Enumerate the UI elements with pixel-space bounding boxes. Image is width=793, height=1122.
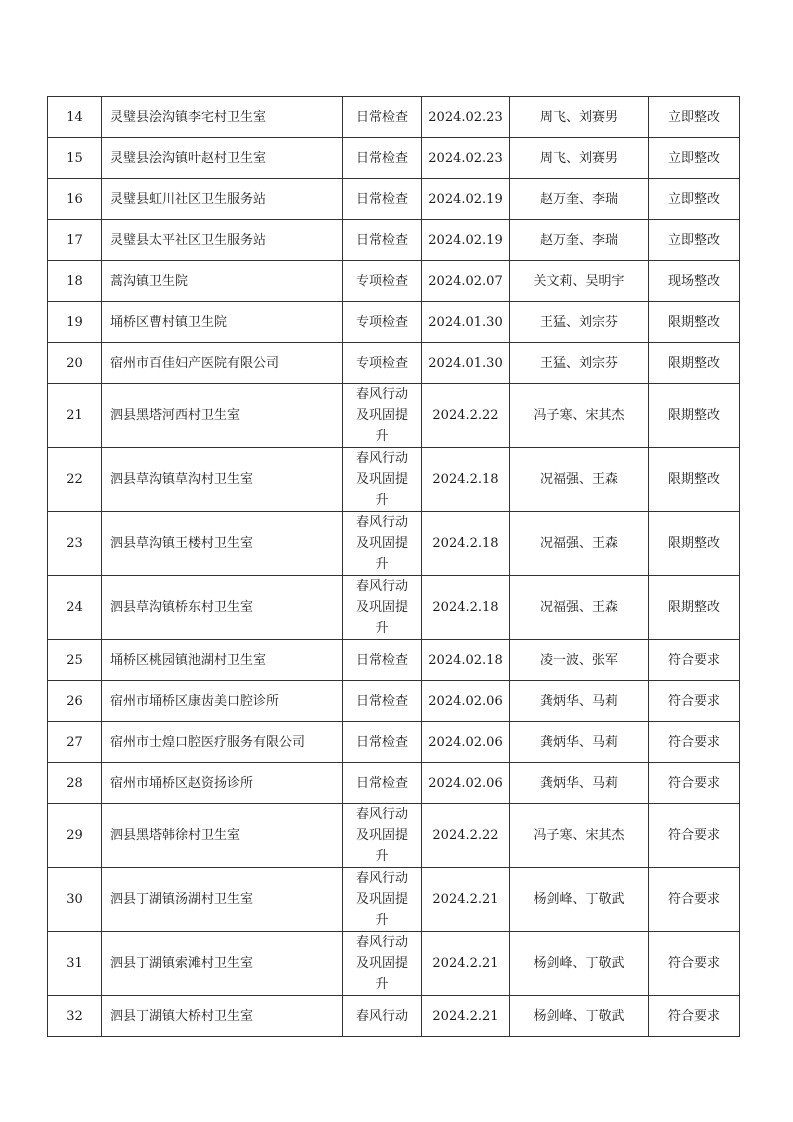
cell-inspection-date: 2024.2.22 [422,384,510,448]
cell-result: 符合要求 [649,996,740,1037]
cell-inspection-type: 日常检查 [343,640,422,681]
table-body [48,97,740,1037]
cell-row-number: 16 [48,179,102,220]
cell-inspection-type [343,868,422,932]
cell-unit-name: 灵璧县浍沟镇李宅村卫生室 [102,97,343,138]
cell-unit-name: 泗县草沟镇草沟村卫生室 [102,448,343,512]
cell-result: 限期整改 [649,512,740,576]
cell-inspection-type: 日常检查 [343,97,422,138]
table-row [48,448,740,512]
cell-unit-name: 埇桥区曹村镇卫生院 [102,302,343,343]
cell-inspection-type: 日常检查 [343,220,422,261]
cell-row-number: 32 [48,996,102,1037]
cell-inspection-type [343,576,422,640]
cell-inspectors: 龚炳华、马莉 [510,722,649,763]
cell-result: 现场整改 [649,261,740,302]
cell-unit-name: 泗县丁湖镇汤湖村卫生室 [102,868,343,932]
cell-result: 符合要求 [649,868,740,932]
cell-inspection-type: 春风行动 [343,996,422,1037]
cell-row-number: 15 [48,138,102,179]
table-row [48,302,740,343]
cell-result: 立即整改 [649,138,740,179]
cell-inspectors: 况福强、王森 [510,448,649,512]
cell-row-number: 31 [48,932,102,996]
cell-result: 限期整改 [649,576,740,640]
table-row [48,576,740,640]
cell-row-number: 26 [48,681,102,722]
cell-inspection-date: 2024.01.30 [422,343,510,384]
cell-inspection-date: 2024.02.06 [422,681,510,722]
cell-inspection-type-text: 春风行动及巩固提升 [355,387,408,444]
cell-unit-name: 泗县草沟镇王楼村卫生室 [102,512,343,576]
cell-inspection-type [343,512,422,576]
cell-inspectors: 关文莉、吴明宇 [510,261,649,302]
cell-inspectors: 周飞、刘赛男 [510,138,649,179]
cell-inspection-type-text: 春风行动及巩固提升 [355,515,408,572]
table-row [48,343,740,384]
cell-result: 限期整改 [649,448,740,512]
cell-result: 符合要求 [649,681,740,722]
table-row [48,261,740,302]
table-row [48,932,740,996]
cell-inspection-date: 2024.2.18 [422,576,510,640]
cell-result: 符合要求 [649,640,740,681]
cell-inspection-type [343,932,422,996]
cell-inspectors: 王猛、刘宗芬 [510,302,649,343]
cell-row-number: 20 [48,343,102,384]
table-row [48,97,740,138]
cell-row-number: 22 [48,448,102,512]
cell-unit-name: 蒿沟镇卫生院 [102,261,343,302]
cell-result: 符合要求 [649,804,740,868]
cell-inspection-date: 2024.2.21 [422,996,510,1037]
cell-row-number: 24 [48,576,102,640]
cell-inspection-type: 专项检查 [343,261,422,302]
cell-inspectors: 凌一波、张军 [510,640,649,681]
cell-inspection-date: 2024.02.23 [422,138,510,179]
table-row [48,512,740,576]
cell-unit-name: 泗县黑塔韩徐村卫生室 [102,804,343,868]
cell-inspectors: 龚炳华、马莉 [510,763,649,804]
cell-inspectors: 龚炳华、马莉 [510,681,649,722]
cell-row-number: 17 [48,220,102,261]
cell-inspection-type: 日常检查 [343,681,422,722]
cell-inspection-type: 专项检查 [343,343,422,384]
cell-inspection-type: 日常检查 [343,138,422,179]
table-row [48,681,740,722]
cell-inspection-date: 2024.2.18 [422,512,510,576]
cell-unit-name: 泗县丁湖镇索滩村卫生室 [102,932,343,996]
table-row [48,763,740,804]
table-row [48,179,740,220]
table-row [48,996,740,1037]
cell-inspectors: 王猛、刘宗芬 [510,343,649,384]
table-row [48,722,740,763]
cell-inspection-type [343,384,422,448]
cell-row-number: 19 [48,302,102,343]
cell-inspection-type: 专项检查 [343,302,422,343]
cell-row-number: 25 [48,640,102,681]
cell-unit-name: 灵璧县虹川社区卫生服务站 [102,179,343,220]
cell-inspection-date: 2024.02.06 [422,722,510,763]
cell-row-number: 23 [48,512,102,576]
cell-inspectors: 冯子寒、宋其杰 [510,384,649,448]
cell-inspectors: 杨剑峰、丁敬武 [510,868,649,932]
cell-unit-name: 宿州市百佳妇产医院有限公司 [102,343,343,384]
cell-result: 立即整改 [649,179,740,220]
cell-inspection-date: 2024.02.06 [422,763,510,804]
cell-inspectors: 况福强、王森 [510,512,649,576]
cell-result: 符合要求 [649,763,740,804]
cell-inspection-type-text: 春风行动及巩固提升 [355,451,408,508]
cell-result: 限期整改 [649,343,740,384]
cell-result: 限期整改 [649,302,740,343]
inspection-table [47,96,740,1037]
cell-inspectors: 杨剑峰、丁敬武 [510,996,649,1037]
cell-row-number: 18 [48,261,102,302]
cell-inspection-date: 2024.02.19 [422,179,510,220]
cell-inspectors: 周飞、刘赛男 [510,97,649,138]
table-row [48,868,740,932]
cell-inspection-date: 2024.02.23 [422,97,510,138]
cell-inspectors: 况福强、王森 [510,576,649,640]
cell-row-number: 21 [48,384,102,448]
cell-inspection-type [343,804,422,868]
cell-inspection-type-text: 春风行动及巩固提升 [355,871,408,928]
table-row [48,138,740,179]
table-row [48,384,740,448]
cell-unit-name: 宿州市埇桥区康齿美口腔诊所 [102,681,343,722]
cell-inspection-type-text: 春风行动及巩固提升 [355,807,408,864]
cell-row-number: 14 [48,97,102,138]
cell-inspection-type: 日常检查 [343,179,422,220]
cell-inspection-type [343,448,422,512]
cell-result: 符合要求 [649,722,740,763]
cell-unit-name: 泗县黑塔河西村卫生室 [102,384,343,448]
cell-result: 符合要求 [649,932,740,996]
table-row [48,640,740,681]
cell-unit-name: 宿州市埇桥区赵资扬诊所 [102,763,343,804]
cell-unit-name: 泗县草沟镇桥东村卫生室 [102,576,343,640]
cell-inspection-date: 2024.01.30 [422,302,510,343]
cell-result: 立即整改 [649,97,740,138]
cell-inspection-date: 2024.02.18 [422,640,510,681]
cell-result: 立即整改 [649,220,740,261]
cell-unit-name: 埇桥区桃园镇池湖村卫生室 [102,640,343,681]
cell-inspection-date: 2024.02.07 [422,261,510,302]
cell-unit-name: 灵璧县浍沟镇叶赵村卫生室 [102,138,343,179]
cell-inspection-type-text: 春风行动及巩固提升 [355,579,408,636]
cell-row-number: 29 [48,804,102,868]
cell-inspectors: 冯子寒、宋其杰 [510,804,649,868]
cell-unit-name: 宿州市士煌口腔医疗服务有限公司 [102,722,343,763]
cell-inspection-type: 日常检查 [343,722,422,763]
cell-inspection-date: 2024.2.21 [422,868,510,932]
cell-inspection-date: 2024.2.18 [422,448,510,512]
cell-inspectors: 赵万奎、李瑞 [510,179,649,220]
cell-unit-name: 泗县丁湖镇大桥村卫生室 [102,996,343,1037]
cell-inspection-type-text: 春风行动及巩固提升 [355,935,408,992]
cell-row-number: 27 [48,722,102,763]
cell-result: 限期整改 [649,384,740,448]
cell-row-number: 30 [48,868,102,932]
cell-inspection-date: 2024.2.22 [422,804,510,868]
cell-inspection-date: 2024.02.19 [422,220,510,261]
cell-inspectors: 杨剑峰、丁敬武 [510,932,649,996]
cell-inspection-date: 2024.2.21 [422,932,510,996]
cell-inspectors: 赵万奎、李瑞 [510,220,649,261]
table-row [48,220,740,261]
table-row [48,804,740,868]
cell-row-number: 28 [48,763,102,804]
cell-inspection-type: 日常检查 [343,763,422,804]
cell-unit-name: 灵璧县太平社区卫生服务站 [102,220,343,261]
